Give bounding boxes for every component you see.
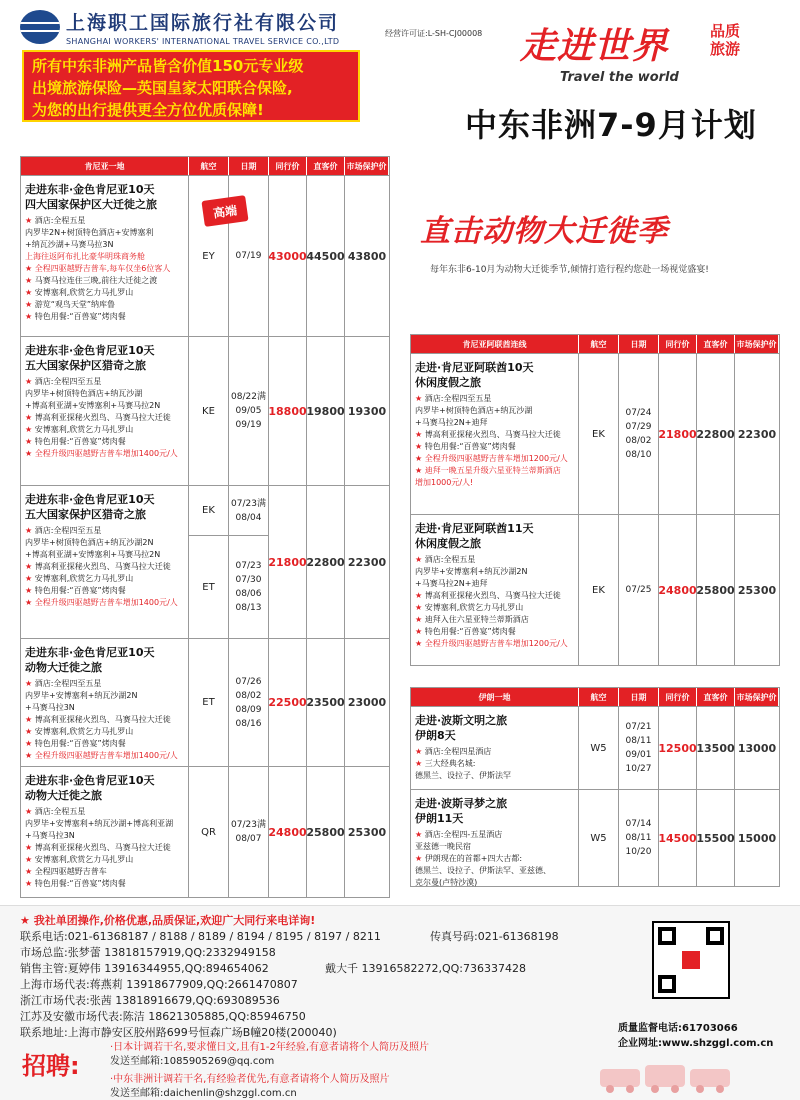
rep-jiangsu: 江苏及安徽市场代表:陈洁 18621305885,QQ:85946750 [20,1010,306,1023]
tour-title-line: 休闲度假之旅 [415,376,481,389]
market-price: 23000 [347,696,387,709]
tour-description [411,515,579,665]
peer-price: 24800 [269,767,307,897]
market-price: 22300 [347,555,387,569]
tour-description [21,486,189,638]
tour-row[interactable] [411,789,779,886]
sales-manager-2: 戴大千 13916582272,QQ:736337428 [325,962,526,975]
qr-code-icon[interactable] [652,921,730,999]
tour-title-line: 走进·波斯寻梦之旅 [415,797,508,810]
tour-feature: ★ 博高利亚探秘火烈鸟、马赛马拉大迁徙 [25,561,184,573]
tour-feature: 内罗毕+树顶特色酒店+纳瓦沙湖 [25,389,143,398]
hiring-item: ·日本计调若干名,要求懂日文,且有1-2年经验,有意者请将个人简历及照片 [110,1042,430,1053]
globe-logo-icon [20,10,60,44]
tour-feature: ★ 安博塞利,欣赏乞力马扎罗山 [25,854,184,866]
table-header [411,688,779,706]
tour-feature: ★ 酒店:全程五星 [25,806,184,818]
tour-description [411,707,579,789]
date-item[interactable]: 08/07 [235,834,262,844]
date-item[interactable]: 10/27 [625,764,652,774]
direct-price: 25800 [697,515,735,665]
hiring-item: ·中东非洲计调若干名,有经验者优先,有意者请将个人简历及照片 [110,1074,390,1085]
tour-title[interactable] [415,796,574,826]
direct-price: 22800 [697,354,735,514]
company-website[interactable]: 企业网址:www.shzggl.com.cn [618,1038,774,1049]
tour-feature: ★ 博高利亚探秘火烈鸟、马赛马拉大迁徙 [25,842,184,854]
market-price: 22300 [737,427,777,441]
tour-title-line: 走进东非·金色肯尼亚10天 [25,646,155,659]
tour-feature: ★ 博高利亚探秘火烈鸟、马赛马拉大迁徙 [415,590,574,602]
tour-feature: ★ 全程升级四驱越野吉普车增加1200元/人 [415,453,574,465]
fax-number: 传真号码:021-61368198 [430,930,559,943]
tour-feature: ★ 博高利亚探秘火烈鸟、马赛马拉大迁徙 [25,412,184,424]
tour-title[interactable] [25,645,184,675]
company-name-en: SHANGHAI WORKERS' INTERNATIONAL TRAVEL SERVICE CO.,LTD [66,37,340,46]
tour-feature: ★ 酒店:全程五星 [415,554,574,566]
brand-slogan: Travel the world [560,70,679,85]
section-title: 伊朗一地 [411,688,579,706]
peer-price: 21800 [659,354,697,514]
airline-code: EY [189,176,229,336]
date-item[interactable]: 07/14 [625,819,652,829]
tour-description [21,176,189,336]
col-market-price: 市场保护价 [735,688,779,706]
market-price: 15000 [737,831,777,845]
plan-title: 中东非洲7-9月计划 [465,106,757,144]
date-item[interactable]: 08/09 [235,704,262,715]
migration-desc: 每年东非6-10月为动物大迁徙季节,倾情打造行程约您赴一场视觉盛宴! [430,265,709,275]
date-item[interactable]: 07/23满 [231,820,266,830]
tour-feature: ★ 马赛马拉连住三晚,前往大迁徙之渡 [25,275,184,287]
quality-phone: 质量监督电话:61703066 [618,1023,738,1034]
peer-price: 18800 [269,337,307,485]
date-item[interactable]: 08/02 [235,690,262,701]
tour-feature: +纳瓦沙湖+马赛马拉3N [25,240,114,249]
tour-feature: ★ 三大经典名城: [415,758,574,770]
tour-feature: ★ 全程升级四驱越野吉普车增加1400元/人 [25,448,184,460]
tour-feature: ★ 酒店:全程四至五星 [25,678,184,690]
tour-feature: ★ 游览“观鸟天堂”纳库鲁 [25,299,184,311]
tour-title[interactable] [25,343,184,373]
sales-manager: 销售主管:夏婷伟 13916344955,QQ:894654062 [20,962,269,975]
peer-price: 12500 [659,707,697,789]
departure-dates [229,486,268,535]
tour-feature: ★ 伊朗现在的首都+四大古都: [415,853,574,865]
tour-title-line: 走进·肯尼亚阿联酋11天 [415,522,534,535]
tour-title[interactable] [415,360,574,390]
market-price: 19300 [347,404,387,418]
date-item[interactable]: 08/11 [625,833,652,843]
departure-dates [229,536,268,638]
kenya-uae-table [410,334,780,666]
col-date: 日期 [619,335,659,353]
sub-row [189,535,268,638]
tour-description [21,639,189,766]
hiring-email[interactable]: 发送至邮箱:1085905269@qq.com [110,1056,275,1067]
departure-dates [229,639,269,766]
col-direct-price: 直客价 [307,157,345,175]
tour-feature: ★ 安博塞利,欣赏乞力马扎罗山 [25,424,184,436]
tour-feature: ★ 安博塞利,欣赏乞力马扎罗山 [25,287,184,299]
tour-feature: ★ 酒店:全程五星 [25,215,184,227]
tour-title-line: 走进东非·金色肯尼亚10天 [25,183,155,196]
tour-title[interactable] [415,521,574,551]
tour-title-line: 走进东非·金色肯尼亚10天 [25,493,155,506]
tour-feature: ★ 迪拜一晚五星升级六星亚特兰蒂斯酒店 [415,465,574,477]
direct-price: 44500 [307,176,345,336]
date-item[interactable]: 08/10 [625,450,652,460]
date-item[interactable]: 08/22满 [231,392,266,402]
tour-feature: 内罗毕2N+树顶特色酒店+安博塞利 [25,228,154,237]
date-item[interactable]: 08/11 [625,736,652,746]
tour-description [21,337,189,485]
tour-feature: ★ 特色用餐:“百兽宴”烤肉餐 [25,311,184,323]
peer-price: 14500 [659,790,697,886]
market-price: 25300 [347,825,387,839]
tour-feature: 德黑兰、设拉子、伊斯法罕、亚兹德、 [415,866,551,875]
brand-sub [710,22,740,58]
tour-feature: ★ 博高利亚探秘火烈鸟、马赛马拉大迁徙 [25,714,184,726]
premium-badge: 高端 [201,195,248,227]
sub-schedule [189,486,269,638]
departure-dates [619,515,659,665]
col-market-price: 市场保护价 [735,335,779,353]
page-header [0,0,800,150]
tour-feature: 上海往返阿布扎比豪华明珠商务舱 [25,252,145,261]
airline-code: EK [189,486,229,535]
tour-row[interactable] [21,175,389,336]
table-header [21,157,389,175]
tour-description [21,767,189,897]
col-market-price: 市场保护价 [345,157,389,175]
col-air: 航空 [189,157,229,175]
iran-table [410,687,780,887]
market-director: 市场总监:张梦蕾 13818157919,QQ:2332949158 [20,946,276,959]
direct-price: 13500 [697,707,735,789]
col-direct-price: 直客价 [697,688,735,706]
direct-price: 25800 [307,767,345,897]
migration-banner: 直击动物大迁徙季 [420,214,668,249]
tour-row[interactable] [411,706,779,789]
company-address: 联系地址:上海市静安区胶州路699号恒森广场B幢20楼(200040) [20,1026,337,1039]
promo-line: 为您的出行提供更全方位优质保障! [32,101,264,119]
promo-line: 出境旅游保险—英国皇家太阳联合保险, [32,79,293,97]
tour-feature: 内罗毕+安博塞利+纳瓦沙湖2N [415,567,528,576]
col-date: 日期 [619,688,659,706]
tour-feature: ★ 特色用餐:“百兽宴”烤肉餐 [25,585,184,597]
tour-feature: 内罗毕+安博塞利+纳瓦沙湖2N [25,691,138,700]
tour-feature: ★ 酒店:全程四至五星 [415,393,574,405]
rep-shanghai: 上海市场代表:蒋燕莉 13918677909,QQ:2661470807 [20,978,298,991]
departure-dates [619,354,659,514]
departure-dates [619,707,659,789]
date-item[interactable]: 07/19 [235,251,262,261]
tour-feature: 克尔曼(卢特沙漠) [415,878,478,887]
tour-title[interactable] [25,773,184,803]
tour-row[interactable] [21,766,389,897]
date-item[interactable]: 07/23满 [231,498,266,509]
tour-feature: +博高利亚湖+安博塞利+马赛马拉2N [25,401,161,410]
tour-title-line: 四大国家保护区大迁徙之旅 [25,198,157,211]
col-peer-price: 同行价 [659,335,697,353]
tour-title-line: 走进东非·金色肯尼亚10天 [25,344,155,357]
tour-feature: ★ 酒店:全程四-五星酒店 [415,829,574,841]
tour-feature: ★ 酒店:全程四星酒店 [415,746,574,758]
tour-feature: ★ 全程升级四驱越野吉普车增加1400元/人 [25,597,184,609]
rep-zhejiang: 浙江市场代表:张茜 13818916679,QQ:693089536 [20,994,280,1007]
date-item[interactable]: 09/01 [625,750,652,760]
tour-feature: +博高利亚湖+安博塞利+马赛马拉2N [25,550,161,559]
tour-row[interactable] [21,638,389,766]
tour-feature: +马赛马拉2N+迪拜 [415,418,488,427]
tour-feature: 亚兹德一晚民宿 [415,842,471,851]
tour-title[interactable] [25,492,184,522]
tour-description [411,790,579,886]
tour-feature: ★ 迪拜入住六星亚特兰蒂斯酒店 [415,614,574,626]
tour-title-line: 动物大迁徙之旅 [25,661,102,674]
tour-feature: ★ 特色用餐:“百兽宴”烤肉餐 [25,738,184,750]
section-title: 肯尼亚一地 [21,157,189,175]
col-air: 航空 [579,688,619,706]
airline-code: W5 [579,790,619,886]
departure-dates [619,790,659,886]
tour-title[interactable] [415,713,574,743]
tour-feature: ★ 全程四驱越野吉普车,每车仅坐6位客人 [25,263,184,275]
direct-price: 15500 [697,790,735,886]
date-item[interactable]: 09/05 [235,406,262,416]
date-item[interactable]: 07/29 [625,422,652,432]
direct-price: 23500 [307,639,345,766]
tour-feature: ★ 全程升级四驱越野吉普车增加1400元/人 [25,750,184,762]
date-item[interactable]: 08/06 [235,589,262,599]
col-peer-price: 同行价 [269,157,307,175]
date-item[interactable]: 09/19 [235,420,262,430]
promo-line: 所有中东非洲产品皆含价值150元专业级 [32,57,304,75]
sub-row [189,486,268,535]
airline-code: W5 [579,707,619,789]
date-item[interactable]: 07/26 [235,676,262,687]
airline-code: EK [579,354,619,514]
tour-title-line: 动物大迁徙之旅 [25,789,102,802]
col-direct-price: 直客价 [697,335,735,353]
direct-price: 22800 [307,486,345,638]
date-item[interactable]: 08/04 [235,512,262,523]
tour-row[interactable] [411,353,779,514]
tour-feature: ★ 特色用餐:“百兽宴”烤肉餐 [25,436,184,448]
date-item[interactable]: 07/23 [235,561,262,571]
tour-description [411,354,579,514]
tour-title[interactable] [25,182,184,212]
airline-code: EK [579,515,619,665]
brand-sub-line: 品质 [710,22,741,40]
section-title: 肯尼亚阿联酋连线 [411,335,579,353]
brand-logo [520,18,780,98]
tour-feature: 德黑兰、设拉子、伊斯法罕 [415,771,511,780]
tour-feature: ★ 全程四驱越野吉普车 [25,866,184,878]
tour-title-line: 五大国家保护区猎奇之旅 [25,359,146,372]
tour-title-line: 伊朗8天 [415,729,456,742]
tour-feature: ★ 安博塞利,欣赏乞力马扎罗山 [25,573,184,585]
footer-intro: ★ 我社单团操作,价格优惠,品质保证,欢迎广大同行来电详询! [20,914,316,927]
tour-feature: +马赛马拉2N+迪拜 [415,579,488,588]
col-air: 航空 [579,335,619,353]
tour-title-line: 走进·波斯文明之旅 [415,714,508,727]
tour-title-line: 走进东非·金色肯尼亚10天 [25,774,155,787]
tour-title-line: 伊朗11天 [415,812,464,825]
col-date: 日期 [229,157,269,175]
license-number: 经营许可证:L-SH-CJ00008 [385,29,483,38]
tour-feature: ★ 酒店:全程四至五星 [25,525,184,537]
airline-code: KE [189,337,229,485]
market-price: 43800 [347,249,387,263]
tour-feature: 内罗毕+树顶特色酒店+纳瓦沙湖 [415,406,533,415]
tour-feature: ★ 全程升级四驱越野吉普车增加1200元/人 [415,638,574,650]
col-peer-price: 同行价 [659,688,697,706]
date-item[interactable]: 07/24 [625,408,652,418]
hiring-email[interactable]: 发送至邮箱:daichenlin@shzggl.com.cn [110,1088,297,1099]
tour-feature: 增加1000元/人! [415,478,474,487]
tour-row[interactable] [21,336,389,485]
tour-feature: ★ 酒店:全程四至五星 [25,376,184,388]
direct-price: 19800 [307,337,345,485]
peer-price: 21800 [269,486,307,638]
date-item[interactable]: 07/25 [625,585,652,595]
tour-feature: +马赛马拉3N [25,703,75,712]
airline-code: ET [189,639,229,766]
departure-dates [229,767,269,897]
tour-row[interactable] [411,514,779,665]
company-name-cn: 上海职工国际旅行社有限公司 [66,12,340,34]
tour-feature: +马赛马拉3N [25,831,75,840]
insurance-promo [22,50,360,122]
table-header [411,335,779,353]
hiring-title: 招聘: [22,1052,80,1080]
tour-title-line: 休闲度假之旅 [415,537,481,550]
peer-price: 24800 [659,515,697,665]
market-price: 13000 [737,741,777,755]
company-logo [20,8,339,46]
market-price: 25300 [737,583,777,597]
tour-title-line: 五大国家保护区猎奇之旅 [25,508,146,521]
date-item[interactable]: 08/16 [235,718,262,729]
airline-code: QR [189,767,229,897]
tour-feature: ★ 特色用餐:“百兽宴”烤肉餐 [25,878,184,890]
tour-feature: ★ 特色用餐:“百兽宴”烤肉餐 [415,441,574,453]
kenya-table [20,156,390,898]
date-item[interactable]: 07/21 [625,722,652,732]
tour-feature: ★ 安博塞利,欣赏乞力马扎罗山 [25,726,184,738]
contact-phones: 联系电话:021-61368187 / 8188 / 8189 / 8194 / 8195 / 8197 / 8211 [20,930,381,943]
tour-feature: ★ 安博塞利,欣赏乞力马扎罗山 [415,602,574,614]
date-item[interactable]: 08/02 [625,436,652,446]
tour-feature: 内罗毕+树顶特色酒店+纳瓦沙湖2N [25,538,154,547]
brand-sub-line: 旅游 [710,40,741,58]
tour-row[interactable] [21,485,389,638]
airline-code: ET [189,536,229,638]
tour-title-line: 走进·肯尼亚阿联酋10天 [415,361,534,374]
date-item[interactable]: 10/20 [625,847,652,857]
date-item[interactable]: 07/30 [235,575,262,585]
tour-feature: ★ 特色用餐:“百兽宴”烤肉餐 [415,626,574,638]
tour-feature: 内罗毕+安博塞利+纳瓦沙湖+博高利亚湖 [25,819,174,828]
date-item[interactable]: 08/13 [235,603,262,613]
train-decoration-icon [590,1055,740,1095]
peer-price: 43000 [269,176,307,336]
tour-feature: ★ 博高利亚探秘火烈鸟、马赛马拉大迁徙 [415,429,574,441]
peer-price: 22500 [269,639,307,766]
departure-dates [229,337,269,485]
brand-main: 走进世界 [520,26,669,67]
